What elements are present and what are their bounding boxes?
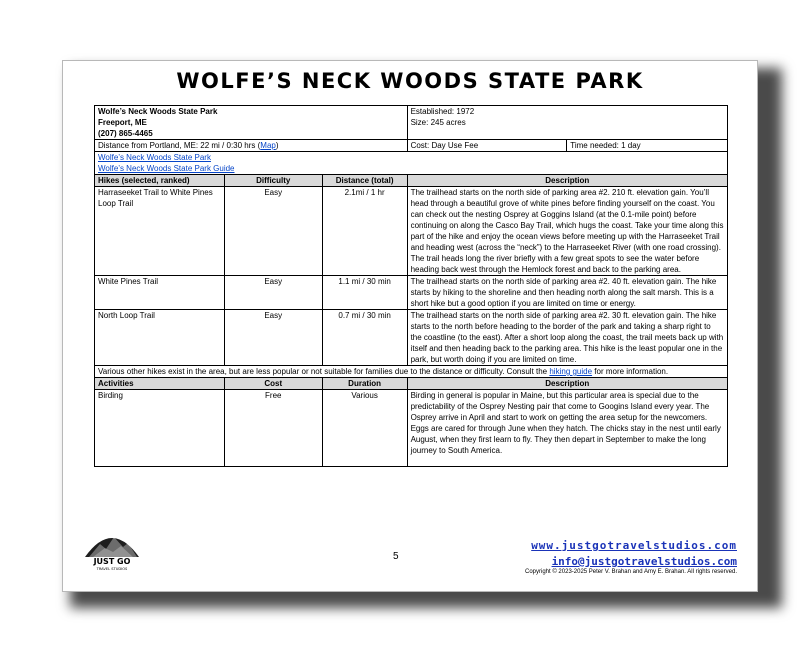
park-location: Freeport, ME [98, 118, 147, 127]
hike-name: Harraseeket Trail to White Pines Loop Trail [95, 187, 225, 276]
hikes-col-name: Hikes (selected, ranked) [95, 175, 225, 187]
hiking-guide-link[interactable]: hiking guide [549, 367, 593, 376]
just-go-logo [83, 527, 141, 571]
distance-row [95, 140, 728, 152]
logo-text-main: JUST GO [93, 557, 131, 566]
other-hikes-text: Various other hikes exist in the area, but are less popular or not suitable for families due to the distance or difficulty. Consult the [98, 367, 550, 376]
park-name: Wolfe’s Neck Woods State Park [98, 107, 218, 116]
hike-row [95, 310, 728, 366]
cost-cell: Cost: Day Use Fee [407, 140, 567, 152]
activity-description: Birding in general is popular in Maine, but this particular area is special due to the predictability of the Osprey Nesting pair that come to Googins Island every year. The Osprey arrive in April and start to work on getting the area setup for the newcomers. Eggs are cared for through June when they hatch. The chicks stay in the nest until early August, when they first learn to fly. They then depart in September to make the long journey to South America. [407, 390, 727, 467]
activity-name: Birding [95, 390, 225, 467]
hikes-col-description: Description [407, 175, 727, 187]
other-hikes-suffix: for more information. [592, 367, 669, 376]
page-title: WOLFE’S NECK WOODS STATE PARK [176, 69, 644, 93]
park-header-row [95, 106, 728, 140]
hike-name: White Pines Trail [95, 276, 225, 310]
page-number: 5 [393, 551, 399, 562]
hikes-header-row [95, 175, 728, 187]
park-website-link[interactable]: Wolfe’s Neck Woods State Park [98, 153, 211, 162]
hike-description: The trailhead starts on the north side of parking area #2. 40 ft. elevation gain. The hike starts by hiking to the shoreline and then heading north along the salt marsh. This is a short hike but a good option if you are limited on time or energy. [407, 276, 727, 310]
hike-difficulty: Easy [224, 310, 322, 366]
copyright-text: Copyright © 2023-2025 Peter V. Brahan and Amy E. Brahan. All rights reserved. [525, 569, 737, 575]
email-link[interactable]: info@justgotravelstudios.com [551, 555, 737, 568]
hike-distance: 2.1mi / 1 hr [322, 187, 407, 276]
links-row [95, 152, 728, 175]
activity-cost: Free [224, 390, 322, 467]
activity-row [95, 390, 728, 467]
hike-distance: 1.1 mi / 30 min [322, 276, 407, 310]
distance-cell [95, 140, 408, 152]
time-cell: Time needed: 1 day [567, 140, 728, 152]
park-facts-cell [407, 106, 727, 140]
hike-description: The trailhead starts on the north side of parking area #2. 210 ft. elevation gain. You’ll head through a beautiful grove of white pines before finding yourself on the coast. You can check out the nesting Osprey at Goggins Island (at the 0.1-mile point) before continuing on along the Casco Bay Trail, which hugs the coast. Take your time along this part of the hike and enjoy the ocean views before meeting up with the Harraseeket Trail and heading west (across the “neck”) to the Harraseeket River (with one road crossing). The trail heads long the river briefly with a few great spots to see the water before heading back west through the Hemlock forest and back to the parking area. [407, 187, 727, 276]
park-size: Size: 245 acres [410, 118, 466, 127]
park-contact-cell [95, 106, 408, 140]
website-link[interactable]: www.justgotravelstudios.com [531, 539, 737, 552]
logo-text-sub: TRAVEL STUDIOS [96, 567, 128, 571]
other-hikes-row [95, 366, 728, 378]
distance-suffix: ) [275, 141, 279, 150]
hike-row [95, 187, 728, 276]
map-link[interactable]: Map [260, 141, 276, 150]
document-page [62, 60, 758, 592]
hike-row [95, 276, 728, 310]
hike-difficulty: Easy [224, 187, 322, 276]
links-cell [95, 152, 728, 175]
hike-distance: 0.7 mi / 30 min [322, 310, 407, 366]
hike-name: North Loop Trail [95, 310, 225, 366]
other-hikes-cell [95, 366, 728, 378]
distance-text: Distance from Portland, ME: 22 mi / 0:30 hrs ( [98, 141, 261, 150]
activities-col-cost: Cost [224, 378, 322, 390]
hikes-col-distance: Distance (total) [322, 175, 407, 187]
activity-duration: Various [322, 390, 407, 467]
hike-description: The trailhead starts on the north side of parking area #2. 30 ft. elevation gain. The hike starts to the north before heading to the border of the park and taking a sharp right to the coastline (to the east). After a short loop along the coast, the trail meets back up with itself and then heading back to the parking area. This hike is the least popular one in the park, but worth doing if you are limited on time. [407, 310, 727, 366]
park-info-table [94, 105, 728, 467]
park-established: Established: 1972 [410, 107, 475, 116]
activities-header-row [95, 378, 728, 390]
park-phone: (207) 865-4465 [98, 129, 153, 138]
park-guide-link[interactable]: Wolfe’s Neck Woods State Park Guide [98, 164, 235, 173]
activities-col-duration: Duration [322, 378, 407, 390]
hike-difficulty: Easy [224, 276, 322, 310]
activities-col-description: Description [407, 378, 727, 390]
activities-col-name: Activities [95, 378, 225, 390]
hikes-col-difficulty: Difficulty [224, 175, 322, 187]
